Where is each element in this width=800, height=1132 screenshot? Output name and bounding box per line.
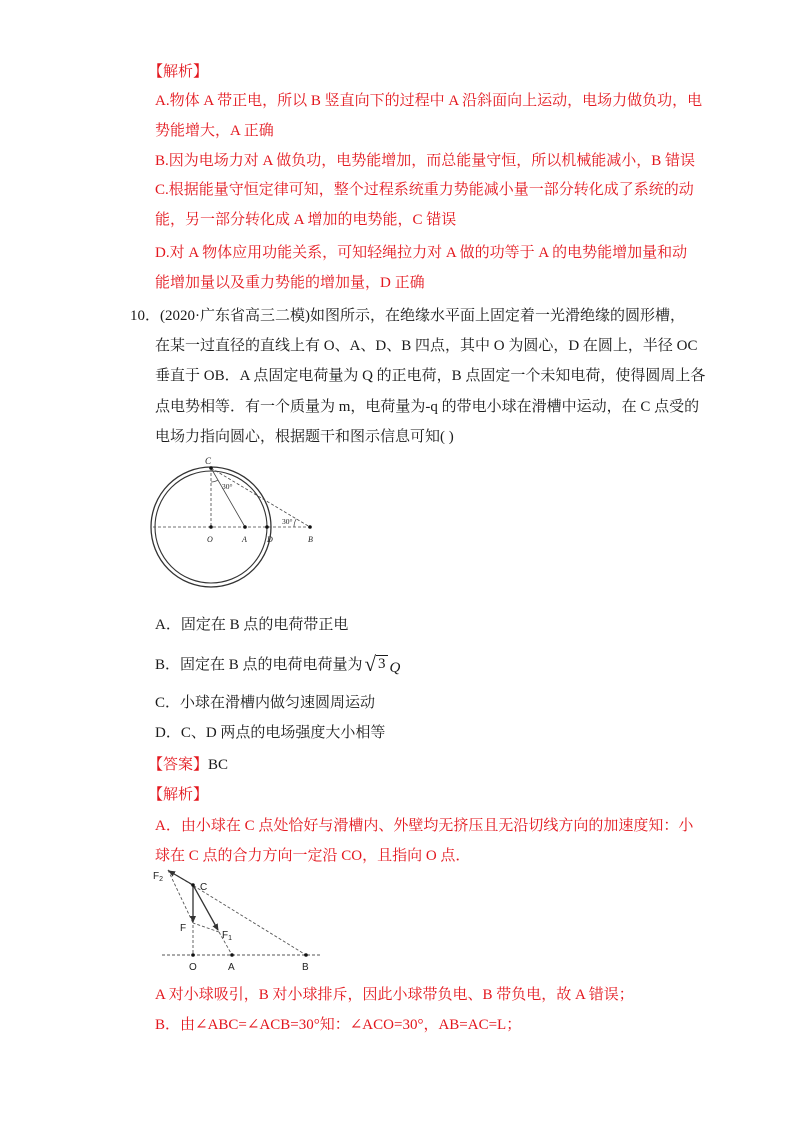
question-stem-line: 垂直于 OB．A 点固定电荷量为 Q 的正电荷，B 点固定一个未知电荷，使得圆周上各	[155, 368, 706, 384]
point-c	[191, 883, 195, 887]
question-stem-line: 10．(2020·广东省高三二模)如图所示，在绝缘水平面上固定着一光滑绝缘的圆形槽，	[130, 308, 685, 324]
answer-label: 【答案】	[148, 757, 209, 773]
option-b	[155, 651, 401, 676]
label-o: O	[207, 535, 213, 544]
prev-analysis-line: C.根据能量守恒定律可知，整个过程系统重力势能减小量一部分转化成了系统的动	[155, 182, 694, 198]
analysis-line: 球在 C 点的合力方向一定沿 CO，且指向 O 点．	[155, 848, 471, 864]
analysis-line: A 对小球吸引，B 对小球排斥，因此小球带负电、B 带负电，故 A 错误；	[155, 987, 634, 1003]
point-b	[308, 525, 312, 529]
label-c: C	[200, 882, 208, 893]
label-f: F	[180, 923, 187, 934]
point-o	[209, 525, 213, 529]
question-stem-line: 在某一过直径的直线上有 O、A、D、B 四点，其中 O 为圆心，D 在圆上，半径 OC	[155, 338, 698, 354]
point-a	[230, 953, 234, 957]
question-stem-line: 点电势相等．有一个质量为 m，电荷量为-q 的带电小球在滑槽中运动，在 C 点受的	[155, 399, 700, 415]
sqrt-symbol: √	[364, 652, 377, 676]
angle-c-label: 30°	[222, 482, 233, 491]
point-b	[304, 953, 308, 957]
label-f1: $F_1$	[222, 930, 233, 942]
option-c: C．小球在滑槽内做匀速圆周运动	[155, 695, 376, 711]
angle-c-arc	[211, 480, 218, 482]
label-f2: $F_2$	[153, 871, 164, 883]
label-c: C	[205, 456, 212, 466]
prev-analysis-label: 【解析】	[148, 64, 209, 80]
prev-analysis-line: 能，另一部分转化成 A 增加的电势能，C 错误	[155, 212, 457, 228]
point-c	[209, 466, 213, 470]
label-a: A	[242, 535, 247, 544]
answer-row	[148, 754, 228, 776]
option-a: A．固定在 B 点的电荷带正电	[155, 617, 349, 633]
option-b-text: B．固定在 B 点的电荷电荷量为	[155, 657, 363, 673]
prev-analysis-line: D.对 A 物体应用功能关系，可知轻绳拉力对 A 做的功等于 A 的电势能增加量和动	[155, 245, 688, 261]
line-ca	[211, 468, 245, 527]
prev-analysis-line: 势能增大，A 正确	[155, 123, 274, 139]
charge-symbol: Q	[389, 660, 401, 676]
analysis-line: A．由小球在 C 点处恰好与滑槽内、外壁均无挤压且无沿切线方向的加速度知：小	[155, 818, 694, 834]
analysis-line: B．由∠ABC=∠ACB=30°知：∠ACO=30°，AB=AC=L；	[155, 1017, 522, 1033]
angle-b-arc	[294, 519, 296, 527]
point-a	[243, 525, 247, 529]
prev-analysis-line: B.因为电场力对 A 做负功，电势能增加，而总能量守恒，所以机械能减小，B 错误	[155, 153, 696, 169]
label-a: A	[228, 962, 235, 973]
answer-value: BC	[208, 757, 229, 773]
option-d: D．C、D 两点的电场强度大小相等	[155, 725, 386, 741]
prev-analysis-line: A.物体 A 带正电，所以 B 竖直向下的过程中 A 沿斜面向上运动，电场力做负功，电	[155, 93, 703, 109]
label-o: O	[189, 962, 197, 973]
prev-analysis-line: 能增加量以及重力势能的增加量，D 正确	[155, 275, 425, 291]
label-b: B	[302, 962, 309, 973]
label-d: D	[267, 535, 273, 544]
question-stem-line: 电场力指向圆心，根据题干和图示信息可知( )	[155, 429, 454, 445]
analysis-label: 【解析】	[148, 787, 209, 803]
angle-b-label: 30°	[282, 517, 293, 526]
label-b: B	[308, 535, 313, 544]
circular-groove-diagram	[145, 455, 325, 595]
force-diagram	[150, 866, 325, 978]
force-f2-arrow	[169, 871, 193, 885]
point-o	[191, 953, 195, 957]
sqrt-radicand: 3	[378, 656, 386, 672]
line-cb	[211, 468, 310, 527]
point-d	[265, 525, 269, 529]
